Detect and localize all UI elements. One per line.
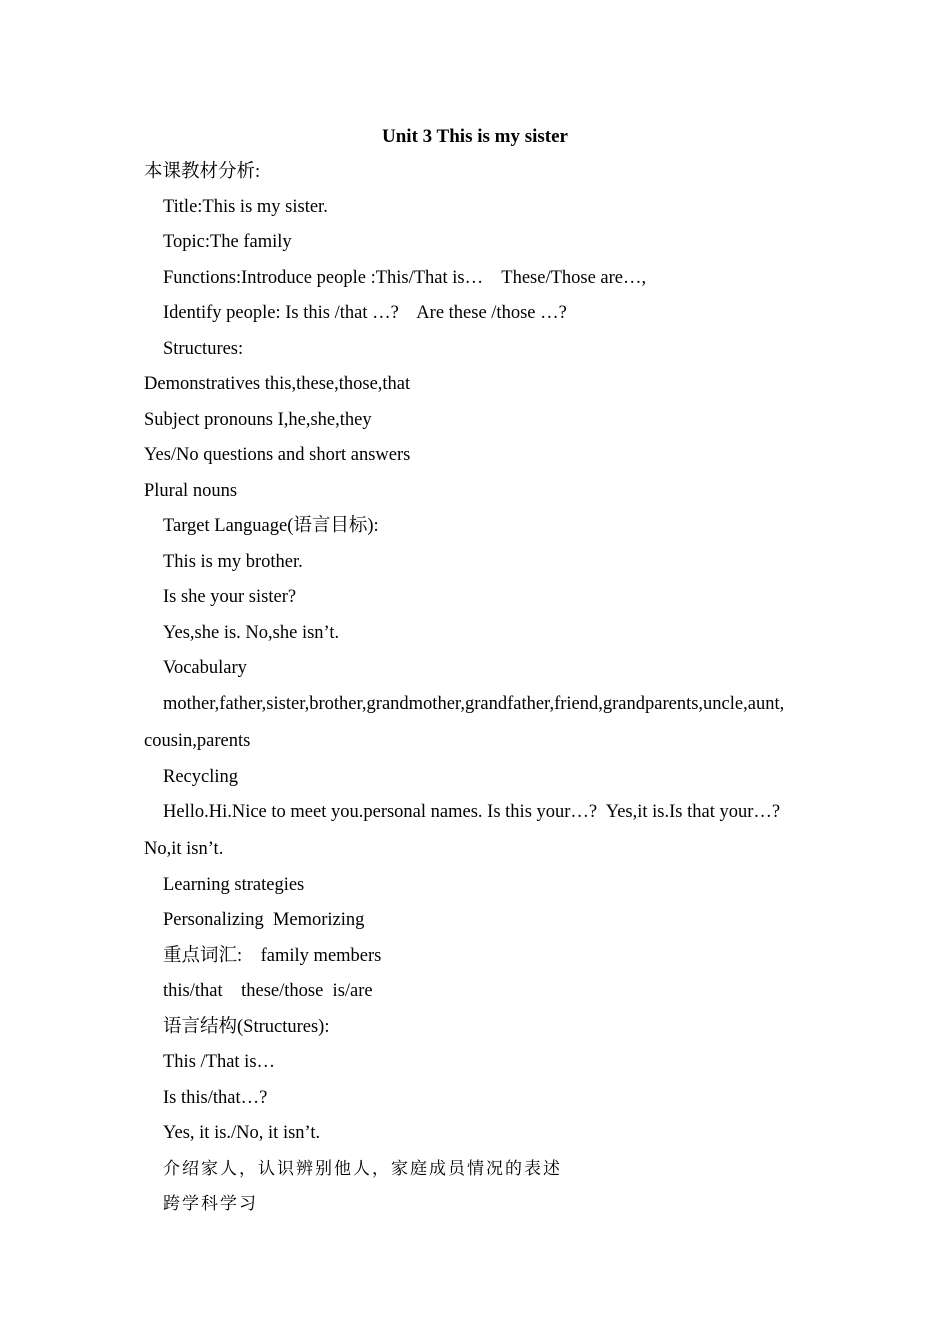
text-line-brother: This is my brother. (163, 552, 303, 572)
text-line-is-this-that: Is this/that…? (163, 1088, 268, 1108)
text-line-sister-question: Is she your sister? (163, 587, 297, 607)
section-heading-analysis: 本课教材分析: (144, 162, 261, 182)
text-line-this-that: This /That is… (163, 1052, 276, 1072)
text-line-recycling: Recycling (163, 767, 239, 787)
text-line-strategies-list: Personalizing Memorizing (163, 910, 365, 930)
text-line-key-vocabulary: 重点词汇: family members (163, 946, 382, 966)
text-line-structures: Structures: (163, 339, 244, 359)
text-line-vocabulary-list: mother,father,sister,brother,grandmother,grandfather,friend,grandparents,uncle,aunt, (163, 694, 785, 714)
text-line-yes-no-answer: Yes, it is./No, it isn’t. (163, 1123, 321, 1143)
text-line-title: Title:This is my sister. (163, 197, 328, 217)
text-line-recycling-items-cont: No,it isn’t. (144, 839, 224, 859)
text-line-demonstratives: Demonstratives this,these,those,that (144, 374, 411, 394)
text-line-topic: Topic:The family (163, 232, 292, 252)
text-line-recycling-items: Hello.Hi.Nice to meet you.personal names. Is this your…? Yes,it is.Is that your…? (163, 802, 781, 822)
text-line-vocabulary-list-cont: cousin,parents (144, 731, 251, 751)
text-line-introduce-family: 介绍家人，认识辨别他人，家庭成员情况的表述 (163, 1159, 562, 1179)
text-line-plural-nouns: Plural nouns (144, 481, 238, 501)
text-line-learning-strategies: Learning strategies (163, 875, 305, 895)
text-line-yes-no: Yes/No questions and short answers (144, 445, 411, 465)
text-line-target-language: Target Language(语言目标): (163, 516, 379, 536)
text-line-functions: Functions:Introduce people :This/That is… These/Those are…, (163, 268, 647, 288)
text-line-identify: Identify people: Is this /that …? Are these /those …? (163, 303, 567, 323)
text-line-cross-subject: 跨学科学习 (163, 1194, 258, 1214)
document-title: Unit 3 This is my sister (382, 126, 568, 147)
text-line-language-structures: 语言结构(Structures): (163, 1017, 330, 1037)
text-line-vocabulary: Vocabulary (163, 658, 247, 678)
text-line-subject-pronouns: Subject pronouns I,he,she,they (144, 410, 372, 430)
text-line-key-words: this/that these/those is/are (163, 981, 373, 1001)
text-line-short-answers: Yes,she is. No,she isn’t. (163, 623, 340, 643)
